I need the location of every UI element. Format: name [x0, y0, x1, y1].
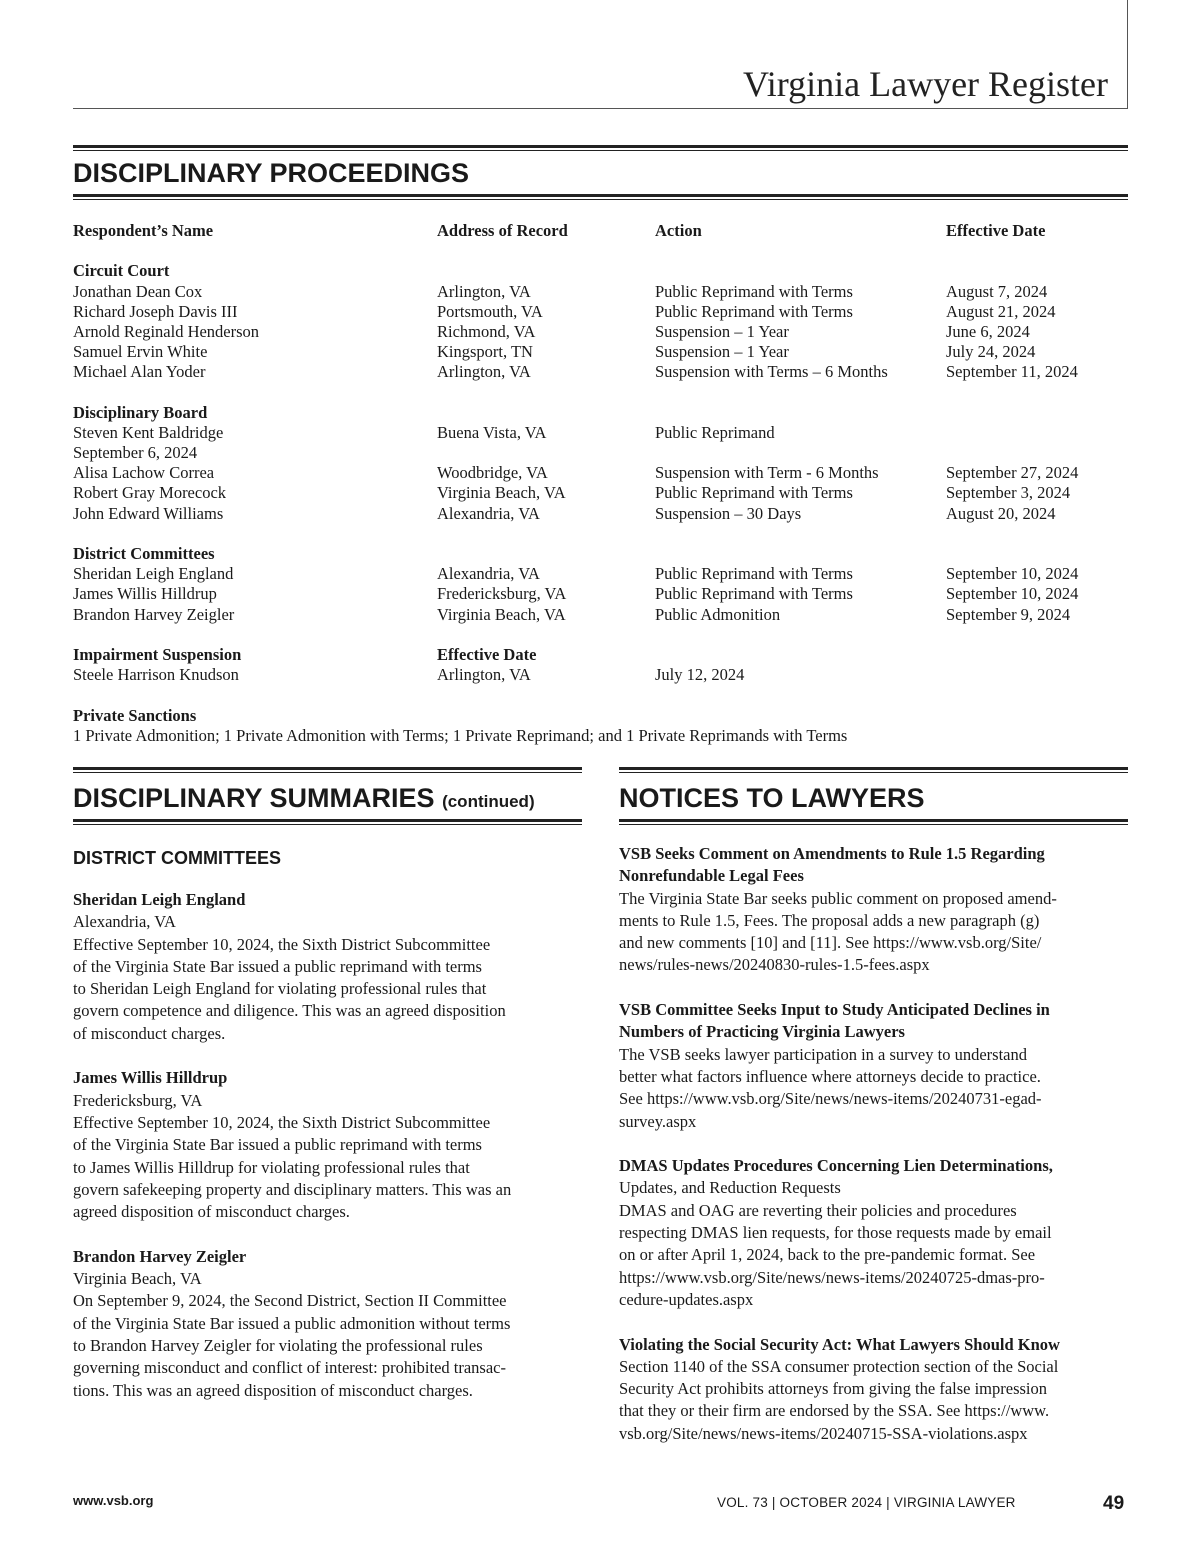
- notice-line: that they or their firm are endorsed by the SSA. See https://www.: [619, 1401, 1050, 1421]
- table-cell: Public Reprimand with Terms: [655, 483, 853, 503]
- table-cell: August 21, 2024: [946, 301, 1056, 321]
- header-respondent-name: Respondent’s Name: [73, 221, 214, 240]
- notice-line: and new comments [10] and [11]. See https://www.vsb.org/Site/: [619, 933, 1042, 953]
- table-cell: Arlington, VA: [437, 362, 531, 382]
- table-row: [73, 483, 1133, 503]
- group-label-circuit-court: [73, 261, 1133, 281]
- summary-line: of misconduct charges.: [73, 1023, 226, 1043]
- notice-heading: VSB Seeks Comment on Amendments to Rule 1.5 Regarding: [619, 844, 1045, 863]
- table-row: [73, 423, 1133, 443]
- summary-name: Sheridan Leigh England: [73, 890, 246, 909]
- table-row: [73, 463, 1133, 483]
- notice-line: DMAS and OAG are reverting their policies and procedures: [619, 1200, 1017, 1220]
- notice-line: vsb.org/Site/news/news-items/20240715-SSA-violations.aspx: [619, 1423, 1028, 1443]
- notices-title: NOTICES TO LAWYERS: [619, 783, 925, 813]
- notice-heading: Violating the Social Security Act: What Lawyers Should Know: [619, 1334, 1060, 1354]
- table-cell: June 6, 2024: [946, 321, 1030, 341]
- notices-list: [619, 843, 1131, 1445]
- table-cell: [946, 443, 1126, 463]
- group-label: District Committees: [73, 544, 215, 563]
- table-cell: Suspension with Term - 6 Months: [655, 463, 879, 483]
- table-cell: Sheridan Leigh England: [73, 564, 234, 584]
- table-cell: Public Admonition: [655, 604, 781, 624]
- group-label: Circuit Court: [73, 261, 170, 281]
- notice-heading: DMAS Updates Procedures Concerning Lien Determinations,: [619, 1156, 1053, 1176]
- table-cell: Alexandria, VA: [437, 503, 540, 523]
- impairment-date-header: Effective Date: [437, 644, 537, 664]
- summaries-bottom-rule: [73, 819, 582, 825]
- summary-line: of the Virginia State Bar issued a public reprimand with terms: [73, 956, 482, 976]
- summary-name: James Willis Hilldrup: [73, 1068, 228, 1088]
- notice-line: news/rules-news/20240830-rules-1.5-fees.aspx: [619, 955, 930, 975]
- table-cell: Suspension – 1 Year: [655, 342, 789, 362]
- table-cell: Suspension – 1 Year: [655, 321, 789, 341]
- table-row: [73, 665, 1133, 685]
- notice-heading: VSB Committee Seeks Input to Study Anticipated Declines in: [619, 1000, 1050, 1020]
- table-cell: August 7, 2024: [946, 281, 1048, 301]
- table-cell: Public Reprimand with Terms: [655, 564, 853, 584]
- summary-line: govern competence and diligence. This was an agreed disposition: [73, 1001, 506, 1021]
- table-row: [73, 282, 1133, 302]
- disciplinary-board-rows: [73, 423, 1133, 524]
- footer-website: www.vsb.org: [73, 1493, 154, 1508]
- notice-heading: Numbers of Practicing Virginia Lawyers: [619, 1022, 905, 1042]
- notice-line: The Virginia State Bar seeks public comment on proposed amend-: [619, 888, 1057, 908]
- spacer: [73, 685, 1133, 705]
- notices-bottom-rule: [619, 819, 1128, 825]
- header-action: Action: [655, 221, 702, 240]
- table-cell: Arnold Reginald Henderson: [73, 321, 260, 341]
- summary-line: Effective September 10, 2024, the Sixth District Subcommittee: [73, 934, 491, 954]
- masthead-rule: [73, 108, 1128, 109]
- summary-line: agreed disposition of misconduct charges.: [73, 1202, 350, 1222]
- table-cell: Samuel Ervin White: [73, 342, 208, 362]
- group-label-impairment: [73, 645, 1133, 665]
- table-cell: Kingsport, TN: [437, 342, 533, 362]
- table-row: [73, 564, 1133, 584]
- table-cell: Suspension – 30 Days: [655, 503, 802, 523]
- table-row: [73, 605, 1133, 625]
- spacer: [619, 1133, 1131, 1155]
- table-cell: September 10, 2024: [946, 564, 1079, 584]
- summary-line: Effective September 10, 2024, the Sixth District Subcommittee: [73, 1112, 491, 1132]
- notice-line: respecting DMAS lien requests, for those requests made by email: [619, 1223, 1052, 1243]
- table-cell: July 12, 2024: [655, 665, 745, 685]
- notices-column: [619, 843, 1131, 1445]
- notice-line: Updates, and Reduction Requests: [619, 1178, 841, 1198]
- notice-line: Section 1140 of the SSA consumer protection section of the Social: [619, 1356, 1059, 1376]
- table-cell: Alexandria, VA: [437, 564, 540, 584]
- notice-line: ments to Rule 1.5, Fees. The proposal adds a new paragraph (g): [619, 910, 1040, 930]
- table-cell: September 9, 2024: [946, 604, 1071, 624]
- proceedings-bottom-rule: [73, 194, 1128, 200]
- table-cell: Brandon Harvey Zeigler: [73, 604, 235, 624]
- table-cell: Public Reprimand with Terms: [655, 281, 853, 301]
- notice-line: The VSB seeks lawyer participation in a survey to understand: [619, 1044, 1027, 1064]
- spacer: [73, 1045, 585, 1067]
- spacer: [73, 1223, 585, 1245]
- table-row: [73, 443, 1133, 463]
- header-address: Address of Record: [437, 221, 568, 240]
- summary-city: Alexandria, VA: [73, 912, 176, 932]
- group-label-district-committees: [73, 544, 1133, 564]
- table-cell: September 10, 2024: [946, 584, 1079, 604]
- summary-city: Virginia Beach, VA: [73, 1269, 202, 1289]
- summaries-title: [73, 782, 535, 818]
- summary-line: of the Virginia State Bar issued a public reprimand with terms: [73, 1135, 482, 1155]
- table-cell: [946, 423, 1126, 443]
- notice-line: cedure-updates.aspx: [619, 1289, 754, 1309]
- masthead-vertical-rule: [1127, 0, 1128, 108]
- table-cell: Steven Kent Baldridge: [73, 422, 224, 442]
- summary-line: of the Virginia State Bar issued a public admonition without terms: [73, 1313, 511, 1333]
- summary-line: On September 9, 2024, the Second District, Section II Committee: [73, 1291, 507, 1311]
- notice-line: better what factors influence where attorneys decide to practice.: [619, 1066, 1041, 1086]
- summaries-column: [73, 847, 585, 1402]
- table-row: [73, 362, 1133, 382]
- group-label-disciplinary-board: [73, 403, 1133, 423]
- table-cell: Public Reprimand: [655, 422, 775, 442]
- header-effective-date: Effective Date: [946, 221, 1046, 240]
- district-committees-rows: [73, 564, 1133, 625]
- table-cell: Public Reprimand with Terms: [655, 301, 853, 321]
- table-cell: July 24, 2024: [946, 342, 1036, 362]
- summary-line: governing misconduct and conflict of interest: prohibited transac-: [73, 1358, 506, 1378]
- notices-top-rule: [619, 767, 1128, 773]
- table-cell: Richmond, VA: [437, 321, 536, 341]
- summary-line: govern safekeeping property and disciplinary matters. This was an: [73, 1179, 512, 1199]
- table-cell: Alisa Lachow Correa: [73, 463, 215, 483]
- summary-line: to Sheridan Leigh England for violating professional rules that: [73, 979, 487, 999]
- summary-city: Fredericksburg, VA: [73, 1090, 203, 1110]
- notice-line: https://www.vsb.org/Site/news/news-items/20240725-dmas-pro-: [619, 1267, 1045, 1287]
- summary-line: to James Willis Hilldrup for violating professional rules that: [73, 1157, 470, 1177]
- table-cell: Woodbridge, VA: [437, 463, 548, 483]
- table-cell: Robert Gray Morecock: [73, 483, 227, 503]
- circuit-court-rows: [73, 282, 1133, 383]
- table-cell: [655, 443, 946, 463]
- table-cell: James Willis Hilldrup: [73, 584, 217, 604]
- table-row: [73, 322, 1133, 342]
- table-cell: Steele Harrison Knudson: [73, 665, 239, 685]
- table-cell: Arlington, VA: [437, 281, 531, 301]
- table-cell: September 11, 2024: [946, 362, 1078, 382]
- proceedings-top-rule: [73, 145, 1128, 151]
- table-row: [73, 302, 1133, 322]
- table-header-row: [73, 221, 1133, 241]
- table-cell: John Edward Williams: [73, 503, 224, 523]
- notice-heading: Nonrefundable Legal Fees: [619, 866, 804, 886]
- group-label: Disciplinary Board: [73, 402, 208, 422]
- summary-name: Brandon Harvey Zeigler: [73, 1246, 247, 1266]
- table-cell: September 27, 2024: [946, 463, 1079, 483]
- table-cell: Jonathan Dean Cox: [73, 281, 203, 301]
- proceedings-title: DISCIPLINARY PROCEEDINGS: [73, 158, 470, 188]
- table-cell: Richard Joseph Davis III: [73, 301, 238, 321]
- summaries-continued: (continued): [442, 792, 535, 811]
- group-label: Private Sanctions: [73, 705, 197, 725]
- table-cell: August 20, 2024: [946, 503, 1056, 523]
- notice-line: Security Act prohibits attorneys from giving the false impression: [619, 1379, 1048, 1399]
- spacer: [73, 241, 1133, 261]
- table-cell: September 3, 2024: [946, 483, 1071, 503]
- table-cell: Fredericksburg, VA: [437, 584, 567, 604]
- table-cell: September 6, 2024: [73, 443, 198, 463]
- group-label-private-sanctions: [73, 706, 1133, 726]
- notice-line: on or after April 1, 2024, back to the pre-pandemic format. See: [619, 1245, 1036, 1265]
- table-row: [73, 342, 1133, 362]
- notice-line: See https://www.vsb.org/Site/news/news-items/20240731-egad-: [619, 1089, 1042, 1109]
- spacer: [73, 524, 1133, 544]
- private-sanctions-text: 1 Private Admonition; 1 Private Admonition with Terms; 1 Private Reprimand; and 1 Private Reprimands with Terms: [73, 725, 848, 745]
- table-cell: Michael Alan Yoder: [73, 362, 206, 382]
- group-label: Impairment Suspension: [73, 644, 242, 664]
- spacer: [73, 625, 1133, 645]
- table-cell: Buena Vista, VA: [437, 422, 547, 442]
- summary-line: to Brandon Harvey Zeigler for violating the professional rules: [73, 1335, 483, 1355]
- summaries-title-text: DISCIPLINARY SUMMARIES: [73, 783, 435, 813]
- footer-page-number: 49: [1103, 1493, 1125, 1514]
- spacer: [619, 1311, 1131, 1333]
- table-cell: Arlington, VA: [437, 665, 531, 685]
- table-cell: Suspension with Terms – 6 Months: [655, 362, 888, 382]
- summaries-subhead: DISTRICT COMMITTEES: [73, 848, 281, 868]
- summaries-list: [73, 889, 585, 1402]
- footer-issue: VOL. 73 | OCTOBER 2024 | VIRGINIA LAWYER: [717, 1495, 1016, 1510]
- spacer: [73, 383, 1133, 403]
- summary-line: tions. This was an agreed disposition of misconduct charges.: [73, 1380, 473, 1400]
- table-cell: Portsmouth, VA: [437, 301, 543, 321]
- table-row: [73, 504, 1133, 524]
- table-cell: Virginia Beach, VA: [437, 604, 566, 624]
- table-cell: [437, 443, 655, 463]
- summaries-top-rule: [73, 767, 582, 773]
- table-cell: Public Reprimand with Terms: [655, 584, 853, 604]
- masthead-title: Virginia Lawyer Register: [742, 64, 1108, 104]
- table-cell: Virginia Beach, VA: [437, 483, 566, 503]
- impairment-rows: [73, 665, 1133, 685]
- table-cell: [946, 665, 1126, 685]
- proceedings-table: [73, 221, 1133, 746]
- notice-line: survey.aspx: [619, 1111, 697, 1131]
- table-row: [73, 584, 1133, 604]
- spacer: [619, 977, 1131, 999]
